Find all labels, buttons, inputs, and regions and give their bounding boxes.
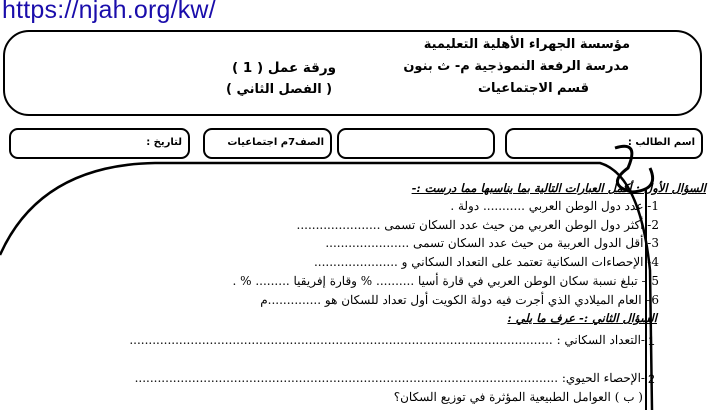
department-name: قسم الاجتماعيات xyxy=(477,81,589,96)
school-name: مدرسة الرفعة النموذجية م- ث بنون xyxy=(403,59,629,74)
q2-item: -الإحصاء الحيوي: ............................................................................................................... xyxy=(134,371,645,385)
q1-item: 2- أكثر دول الوطن العربي من حيث عدد السكان تسمى ...................... xyxy=(296,218,659,232)
q1-item: 6– العام الميلادي الذي أجرت فيه دولة الكويت أول تعداد للسكان هو ..............م xyxy=(260,293,659,307)
q2-subheading: ( ب ) العوامل الطبيعية المؤثرة في توزيع السكان؟ xyxy=(393,390,643,404)
institution-name: مؤسسة الجهراء الأهلية التعليمية xyxy=(423,37,630,52)
term-label: ( الفصل الثاني ) xyxy=(226,82,333,97)
grade-label: الصف7م اجتماعيات xyxy=(227,137,324,148)
q2-item-number: 2 xyxy=(648,372,655,386)
worksheet-title: ورقة عمل ( 1 ) xyxy=(232,60,337,76)
q1-item: 1- عدد دول الوطن العربي ........... دولة . xyxy=(450,199,659,213)
q2-item: -التعداد السكاني : ............................................................................................................... xyxy=(129,333,645,347)
q1-heading: السؤال الأول : أكمل العبارات التالية بما يناسبها مما درست :- xyxy=(411,181,706,195)
student-name-label: اسم الطالب : xyxy=(627,137,695,148)
source-url[interactable]: https://njah.org/kw/ xyxy=(2,0,216,24)
q2-item-number: 1 xyxy=(648,334,655,348)
date-label: لتاريخ : xyxy=(146,137,182,148)
q2-heading: السؤال الثاني :- عرف ما يلي : xyxy=(507,311,657,325)
q1-item: 4- الإحصاءات السكانية تعتمد على التعداد السكاني و ...................... xyxy=(313,255,659,269)
q1-item: 5 – تبلغ نسبة سكان الوطن العربي في قارة أسيا .......... % وقارة إفريقيا ......... % . xyxy=(232,274,659,288)
q1-item: 3- أقل الدول العربية من حيث عدد السكان تسمى ...................... xyxy=(325,236,659,250)
